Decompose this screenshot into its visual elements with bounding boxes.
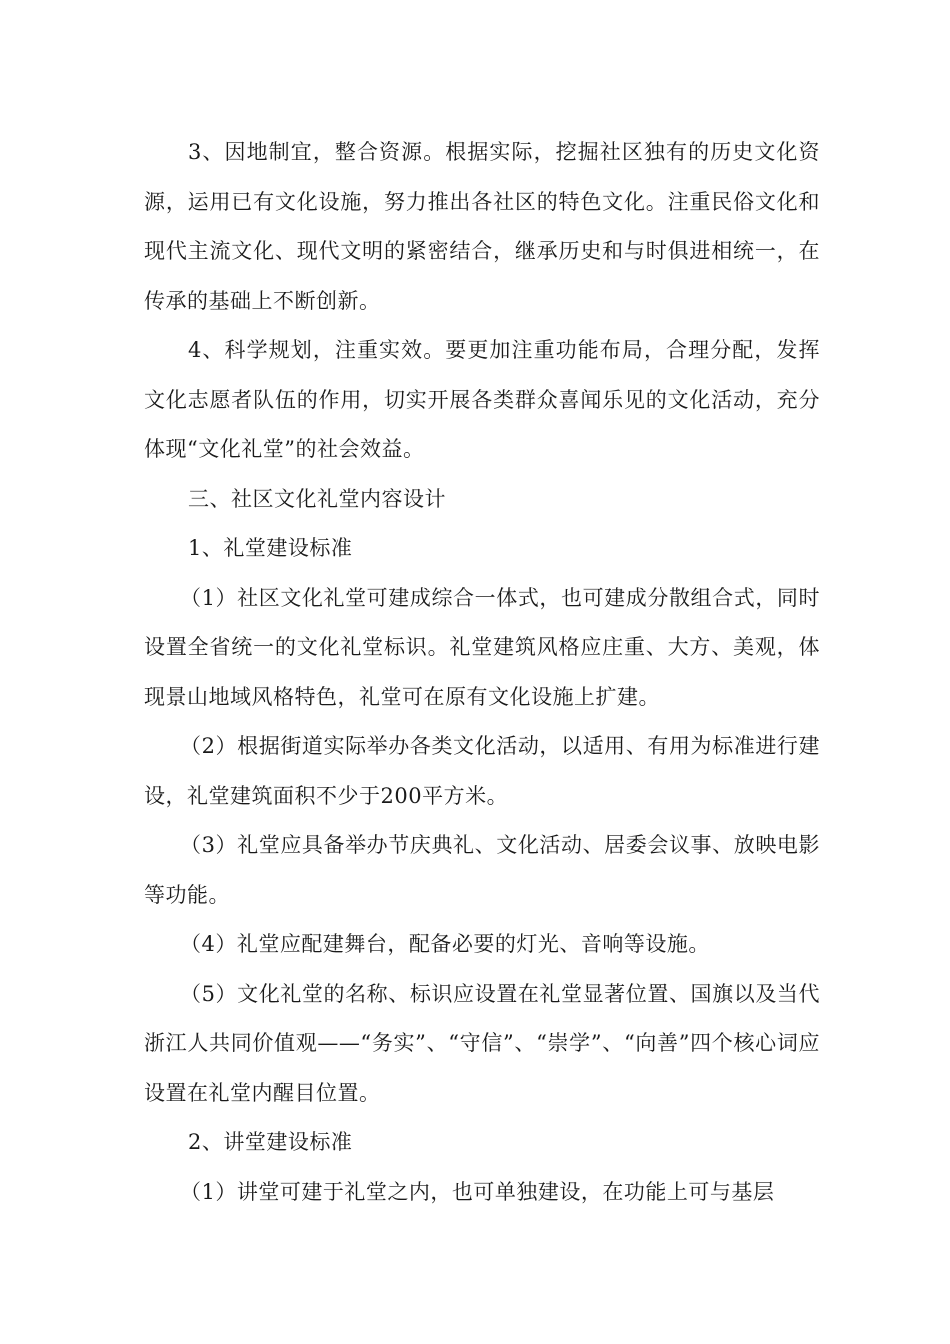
list-item-auditorium-3: （3）礼堂应具备举办节庆典礼、文化活动、居委会议事、放映电影等功能。	[144, 833, 820, 907]
paragraph-scientific-planning: 4、科学规划，注重实效。要更加注重功能布局，合理分配，发挥文化志愿者队伍的作用，切实开展各类群众喜闻乐见的文化活动，充分体现“文化礼堂”的社会效益。	[144, 338, 820, 461]
list-item-auditorium-4: （4）礼堂应配建舞台，配备必要的灯光、音响等设施。	[180, 932, 710, 956]
subsection-heading-lecture-hall-standards: 2、讲堂建设标准	[188, 1130, 353, 1154]
list-item-auditorium-2: （2）根据街道实际举办各类文化活动，以适用、有用为标准进行建设，礼堂建筑面积不少于200平方米。	[144, 734, 820, 808]
document-body	[144, 128, 820, 1217]
paragraph-adapt-local-conditions: 3、因地制宜，整合资源。根据实际，挖掘社区独有的历史文化资源，运用已有文化设施，努力推出各社区的特色文化。注重民俗文化和现代主流文化、现代文明的紧密结合，继承历史和与时俱进相统一，在传承的基础上不断创新。	[144, 140, 820, 313]
list-item-auditorium-1: （1）社区文化礼堂可建成综合一体式，也可建成分散组合式，同时设置全省统一的文化礼堂标识。礼堂建筑风格应庄重、大方、美观，体现景山地域风格特色，礼堂可在原有文化设施上扩建。	[144, 585, 820, 709]
subsection-heading-auditorium-standards: 1、礼堂建设标准	[188, 536, 353, 560]
list-item-lecture-hall-1: （1）讲堂可建于礼堂之内，也可单独建设，在功能上可与基层	[180, 1179, 775, 1204]
section-heading-content-design: 三、社区文化礼堂内容设计	[188, 486, 446, 511]
list-item-auditorium-5: （5）文化礼堂的名称、标识应设置在礼堂显著位置、国旗以及当代浙江人共同价值观——“务实”、“守信”、“崇学”、“向善”四个核心词应设置在礼堂内醒目位置。	[144, 981, 820, 1105]
